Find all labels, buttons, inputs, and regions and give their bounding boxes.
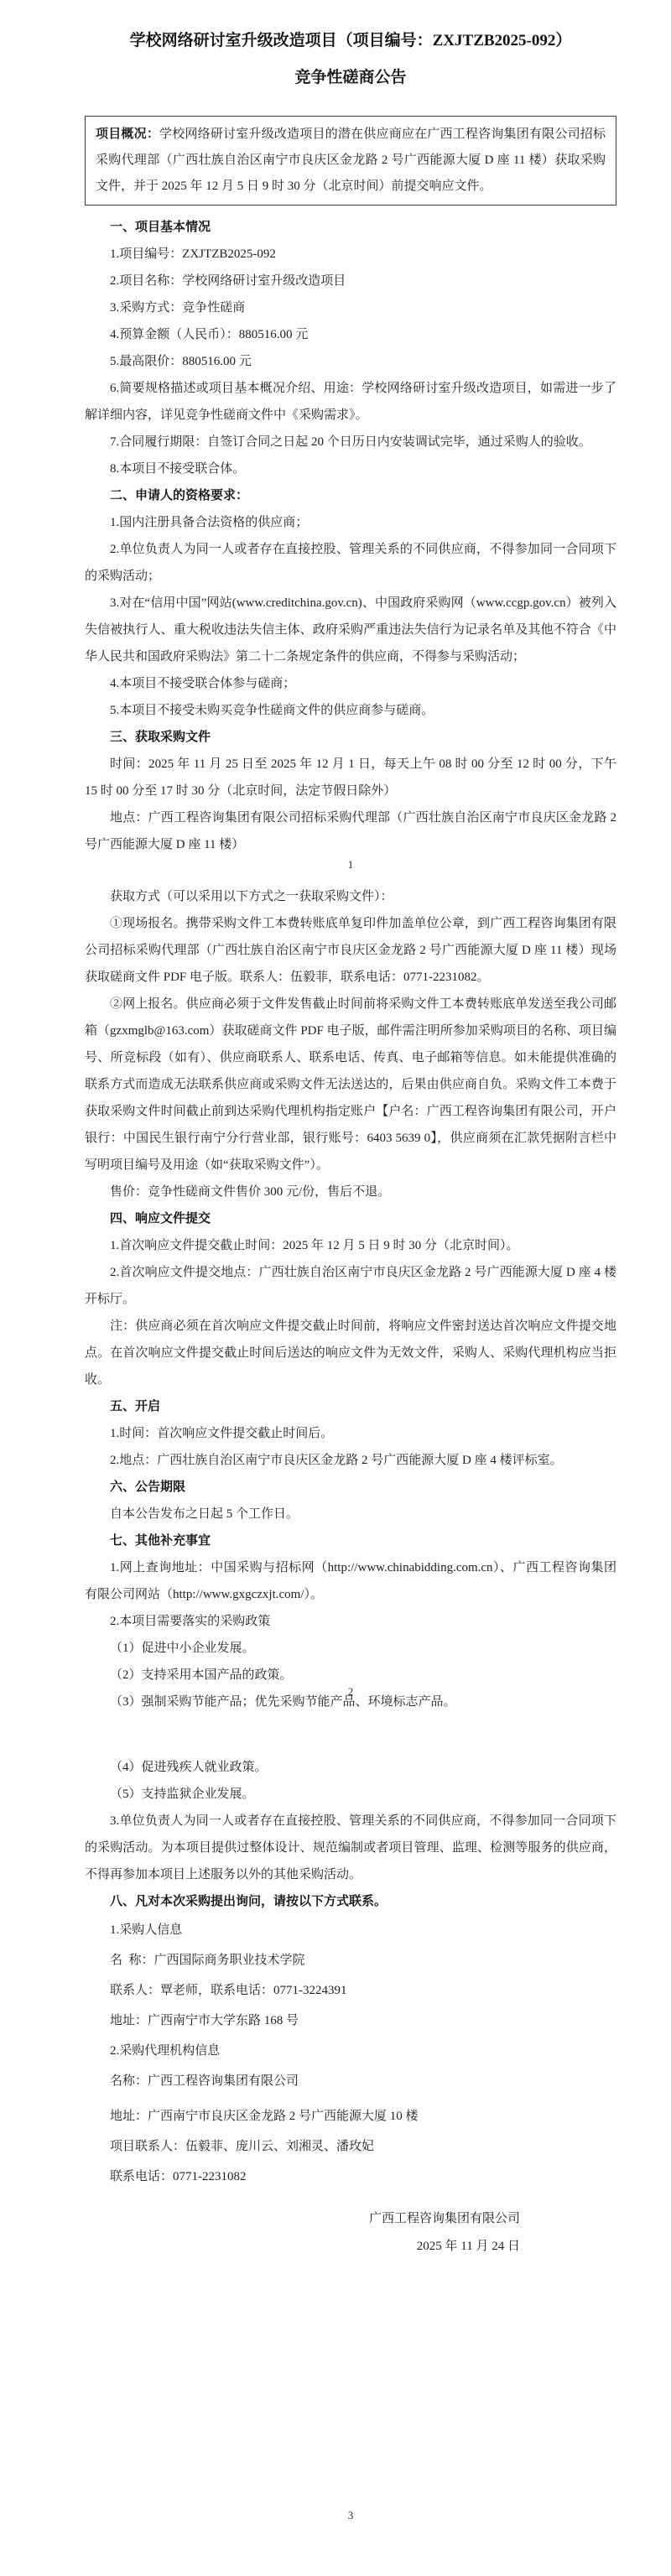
paragraph: 6.简要规格描述或项目基本概况介绍、用途：学校网络研讨室升级改造项目，如需进一步了解详细内容，详见竞争性磋商文件中《采购需求》。 (85, 382, 616, 422)
section-heading: 五、开启 (110, 1400, 161, 1413)
paragraph: ①现场报名。携带采购文件工本费转账底单复印件加盖单位公章，到广西工程咨询集团有限公司招标采购代理部（广西壮族自治区南宁市良庆区金龙路 2 号广西能源大厦 D 座 11 楼）现场获取磋商文件 PDF 电子版。联系人：伍毅菲，联系电话：0771-2231082。 (85, 917, 616, 984)
paragraph: 名称：广西工程咨询集团有限公司 (110, 2074, 299, 2088)
paragraph: 注：供应商必须在首次响应文件提交截止时间前，将响应文件密封送达首次响应文件提交地点。在首次响应文件提交截止时间后送达的响应文件为无效文件，采购人、采购代理机构应当拒收。 (85, 1319, 616, 1387)
page-number: 3 (347, 2509, 354, 2521)
paragraph: 地址：广西南宁市大学东路 168 号 (110, 2014, 299, 2027)
paragraph: 4.本项目不接受联合体参与磋商； (110, 677, 296, 690)
page-number: 1 (347, 858, 354, 871)
paragraph: 3.单位负责人为同一人或者存在直接控股、管理关系的不同供应商，不得参加同一合同项下的采购活动。为本项目提供过整体设计、规范编制或者项目管理、监理、检测等服务的供应商，不得再参加本项目上述服务以外的其他采购活动。 (85, 1814, 616, 1881)
section-heading: 三、获取采购文件 (110, 731, 211, 744)
paragraph: 售价：竞争性磋商文件售价 300 元/份，售后不退。 (110, 1185, 391, 1199)
paragraph: 地点：广西工程咨询集团有限公司招标采购代理部（广西壮族自治区南宁市良庆区金龙路 2 号广西能源大厦 D 座 11 楼） (85, 811, 616, 851)
section-heading: 二、申请人的资格要求： (110, 489, 249, 502)
paragraph: 获取方式（可以采用以下方式之一获取采购文件）： (110, 890, 393, 903)
document-title-line2: 竞争性磋商公告 (294, 69, 407, 86)
paragraph: 2.首次响应文件提交地点：广西壮族自治区南宁市良庆区金龙路 2 号广西能源大厦 D 座 4 楼开标厅。 (85, 1266, 616, 1306)
signature-date: 2025 年 11 月 24 日 (416, 2240, 520, 2253)
document-title-line1: 学校网络研讨室升级改造项目（项目编号：ZXJTZB2025-092） (129, 32, 572, 49)
project-overview-text: 学校网络研讨室升级改造项目的潜在供应商应在广西工程咨询集团有限公司招标采购代理部（广西壮族自治区南宁市良庆区金龙路 2 号广西能源大厦 D 座 11 楼）获取采购文件，并于 2025 年 12 月 5 日 9 时 30 分（北京时间）前提交响应文件。 (96, 127, 606, 193)
section-heading: 四、响应文件提交 (110, 1212, 211, 1226)
paragraph: 1.首次响应文件提交截止时间：2025 年 12 月 5 日 9 时 30 分（北京时间）。 (110, 1239, 519, 1252)
paragraph: （2）支持采用本国产品的政策。 (110, 1668, 293, 1682)
paragraph: 2.采购代理机构信息 (110, 2044, 221, 2058)
paragraph: 2.地点：广西壮族自治区南宁市良庆区金龙路 2 号广西能源大厦 D 座 4 楼评标室。 (110, 1454, 563, 1467)
paragraph: 联系电话：0771-2231082 (110, 2170, 247, 2183)
paragraph: 时间：2025 年 11 月 25 日至 2025 年 12 月 1 日，每天上午 08 时 00 分至 12 时 00 分，下午 15 时 00 分至 17 时 30 分（北京时间，法定节假日除外） (85, 757, 616, 798)
paragraph: 项目联系人：伍毅菲、庞川云、刘湘灵、潘玫妃 (110, 2140, 375, 2153)
paragraph: 2.项目名称：学校网络研讨室升级改造项目 (110, 274, 346, 288)
paragraph: （5）支持监狱企业发展。 (110, 1788, 255, 1801)
signature-block (85, 2205, 616, 2261)
paragraph: （3）强制采购节能产品；优先采购节能产品、环境标志产品。 (110, 1695, 456, 1709)
document-sections (85, 214, 616, 2192)
section-heading: 一、项目基本情况 (110, 221, 211, 234)
paragraph: 5.本项目不接受未购买竞争性磋商文件的供应商参与磋商。 (110, 704, 434, 717)
paragraph: 4.预算金额（人民币）：880516.00 元 (110, 328, 309, 341)
section-heading: 七、其他补充事宜 (110, 1534, 211, 1548)
paragraph: 5.最高限价：880516.00 元 (110, 355, 252, 368)
paragraph: 1.时间：首次响应文件提交截止时间后。 (110, 1427, 334, 1440)
paragraph: 1.项目编号：ZXJTZB2025-092 (110, 247, 276, 261)
page-number: 2 (347, 1685, 354, 1698)
paragraph: 3.采购方式：竞争性磋商 (110, 301, 246, 315)
signature-org: 广西工程咨询集团有限公司 (368, 2212, 520, 2225)
paragraph: 2.单位负责人为同一人或者存在直接控股、管理关系的不同供应商，不得参加同一合同项下的采购活动； (85, 543, 616, 583)
paragraph: 自本公告发布之日起 5 个工作日。 (110, 1507, 299, 1521)
paragraph: 7.合同履行期限：自签订合同之日起 20 个日历日内安装调试完毕，通过采购人的验收。 (110, 435, 591, 449)
paragraph: 1.国内注册具备合法资格的供应商； (110, 516, 309, 529)
paragraph: 1.采购人信息 (110, 1923, 183, 1937)
paragraph: 名 称：广西国际商务职业技术学院 (110, 1954, 305, 1967)
paragraph: 地址：广西南宁市良庆区金龙路 2 号广西能源大厦 10 楼 (110, 2110, 419, 2123)
paragraph: 1.网上查询地址：中国采购与招标网（http://www.chinabidding.com.cn）、广西工程咨询集团有限公司网站（http://www.gxgczxjt.com/）。 (85, 1561, 616, 1601)
paragraph: ②网上报名。供应商必须于文件发售截止时间前将采购文件工本费转账底单发送至我公司邮箱（gzxmglb@163.com）获取磋商文件 PDF 电子版，邮件需注明所参加采购项目的名称、项目编号、所竞标段（如有）、供应商联系人、联系电话、传真、电子邮箱等信息。如未能提供准确的联系方式而造成无法联系供应商或采购文件无法送达的，后果由供应商自负。采购文件工本费于获取采购文件时间截止前到达采购代理机构指定账户【户名：广西工程咨询集团有限公司，开户银行：中国民生银行南宁分行营业部，银行账号：6403 5639 0】，供应商须在汇款凭据附言栏中写明项目编号及用途（如“获取采购文件”）。 (85, 997, 616, 1172)
paragraph: 8.本项目不接受联合体。 (110, 462, 246, 476)
paragraph: 联系人：覃老师，联系电话：0771-3224391 (110, 1984, 347, 1997)
paragraph: （4）促进残疾人就业政策。 (110, 1761, 268, 1774)
paragraph: 2.本项目需要落实的采购政策 (110, 1615, 271, 1628)
paragraph: （1）促进中小企业发展。 (110, 1642, 255, 1655)
project-overview-box (85, 116, 616, 206)
section-heading: 六、公告期限 (110, 1481, 186, 1494)
section-heading: 八、凡对本次采购提出询问，请按以下方式联系。 (110, 1895, 388, 1908)
paragraph: 3.对在“信用中国”网站(www.creditchina.gov.cn)、中国政府采购网（www.ccgp.gov.cn）被列入失信被执行人、重大税收违法失信主体、政府采购严重违法失信行为记录名单及其他不符合《中华人民共和国政府采购法》第二十二条规定条件的供应商，不得参与采购活动； (85, 596, 616, 664)
project-overview-label: 项目概况： (96, 127, 160, 141)
